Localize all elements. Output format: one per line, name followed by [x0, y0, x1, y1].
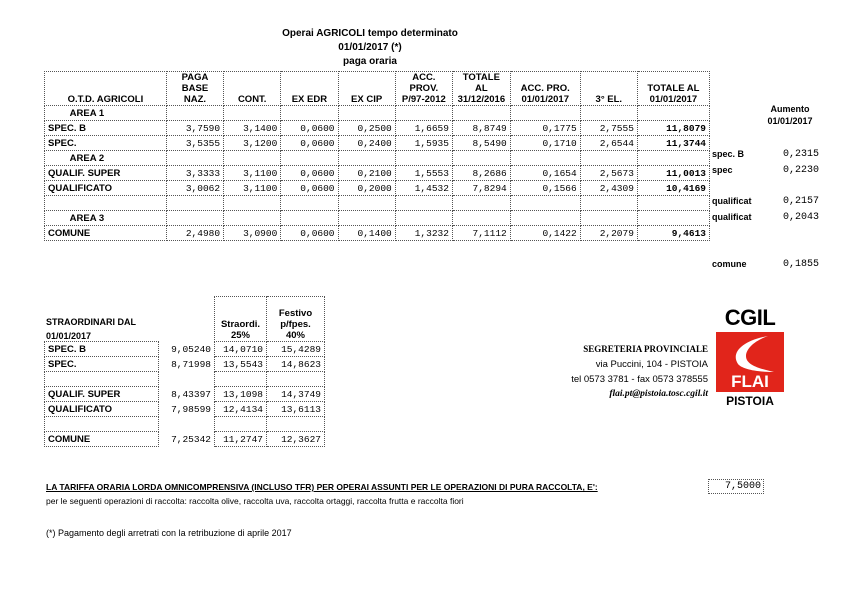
- festivo-value: 14,3749: [267, 387, 325, 402]
- cell-value: 8,8749: [452, 121, 510, 136]
- page-title: Operai AGRICOLI tempo determinato: [282, 28, 458, 39]
- cell-value: 11,0013: [637, 166, 709, 181]
- col-header-totale-2017: TOTALE AL 01/01/2017: [637, 72, 709, 106]
- col-header-ex-edr: EX EDR: [281, 72, 338, 106]
- row-label: [45, 417, 159, 432]
- side-label: spec. B: [712, 149, 745, 159]
- cell-value: 0,2000: [338, 181, 395, 196]
- cell-value: 2,4980: [166, 226, 223, 241]
- row-label: QUALIFICATO: [45, 181, 167, 196]
- col-header-paga-base: PAGA BASE NAZ.: [166, 72, 223, 106]
- cell-value: 3,1100: [224, 166, 281, 181]
- cell-value: 8,2686: [452, 166, 510, 181]
- area-label: AREA 1: [45, 106, 167, 121]
- cell-value: 0,2100: [338, 166, 395, 181]
- table-row: [45, 181, 710, 196]
- area-label: AREA 3: [45, 211, 167, 226]
- straord-value: [215, 372, 267, 387]
- area-label: AREA 2: [45, 151, 167, 166]
- cell-value: 0,0600: [281, 166, 338, 181]
- side-label: qualificat: [712, 212, 752, 222]
- festivo-value: 15,4289: [267, 342, 325, 357]
- cell-value: 7,8294: [452, 181, 510, 196]
- cell-value: 3,1200: [224, 136, 281, 151]
- col-header-straord: Straordi. 25%: [215, 297, 267, 342]
- cell-value: 0,1775: [510, 121, 580, 136]
- overtime-title: STRAORDINARI DAL 01/01/2017: [46, 317, 136, 341]
- logo-red-block: [716, 332, 784, 392]
- contact-phone: tel 0573 3781 - fax 0573 378555: [571, 374, 708, 385]
- table-row: [45, 121, 710, 136]
- page-subtitle-date: 01/01/2017 (*): [338, 42, 402, 53]
- col-header-festivo: Festivo p/fpes. 40%: [267, 297, 325, 342]
- row-label: COMUNE: [45, 226, 167, 241]
- overtime-row: [45, 357, 325, 372]
- cgil-flai-logo: [716, 307, 784, 409]
- base-value: 8,43397: [159, 387, 215, 402]
- straord-value: 13,5543: [215, 357, 267, 372]
- side-label: comune: [712, 259, 747, 269]
- aumento-value: 0,2230: [782, 165, 819, 176]
- straord-value: 11,2747: [215, 432, 267, 447]
- area-row: [45, 151, 710, 166]
- cell-value: 0,1654: [510, 166, 580, 181]
- aumento-value: 0,2315: [782, 149, 819, 160]
- cell-value: 0,0600: [281, 181, 338, 196]
- logo-flai-text: FLAI: [731, 372, 769, 391]
- col-header-totale-2016: TOTALE AL 31/12/2016: [452, 72, 510, 106]
- straord-value: 12,4134: [215, 402, 267, 417]
- side-label: spec: [712, 165, 733, 175]
- cell-value: 0,1710: [510, 136, 580, 151]
- cell-value: 1,3232: [395, 226, 452, 241]
- table-row: [45, 166, 710, 181]
- cell-value: 2,5673: [580, 166, 637, 181]
- cell-value: 3,7590: [166, 121, 223, 136]
- row-label: SPEC. B: [45, 121, 167, 136]
- col-header-ex-cip: EX CIP: [338, 72, 395, 106]
- cell-value: 1,6659: [395, 121, 452, 136]
- overtime-table: [44, 296, 325, 447]
- swoosh-icon: [716, 334, 784, 374]
- cell-value: 3,0900: [224, 226, 281, 241]
- straord-value: 14,0710: [215, 342, 267, 357]
- tariff-note: per le seguenti operazioni di raccolta: raccolta olive, raccolta uva, raccolta ortaggi, raccolta frutta e raccolta fiori: [46, 496, 464, 506]
- col-header-cont: CONT.: [224, 72, 281, 106]
- cell-value: 8,5490: [452, 136, 510, 151]
- base-value: 7,25342: [159, 432, 215, 447]
- side-label: qualificat: [712, 196, 752, 206]
- row-label: [45, 372, 159, 387]
- contact-email[interactable]: flai.pt@pistoia.tosc.cgil.it: [609, 389, 708, 399]
- base-value: 8,71998: [159, 357, 215, 372]
- col-header-acc-prov: ACC. PROV. P/97-2012: [395, 72, 452, 106]
- cell-value: 7,1112: [452, 226, 510, 241]
- base-value: [159, 417, 215, 432]
- row-label: SPEC. B: [45, 342, 159, 357]
- aumento-value: 0,2157: [782, 196, 819, 207]
- cell-value: 0,2400: [338, 136, 395, 151]
- table-row: [45, 226, 710, 241]
- cell-value: 0,1422: [510, 226, 580, 241]
- base-value: [159, 372, 215, 387]
- cell-value: 0,0600: [281, 121, 338, 136]
- row-label: COMUNE: [45, 432, 159, 447]
- aumento-value: 0,1855: [782, 259, 819, 270]
- col-header-otd: O.T.D. AGRICOLI: [45, 72, 167, 106]
- cell-value: 3,5355: [166, 136, 223, 151]
- straord-value: 13,1098: [215, 387, 267, 402]
- row-label: QUALIFICATO: [45, 402, 159, 417]
- contact-block: [540, 342, 708, 402]
- arrears-note: (*) Pagamento degli arretrati con la retribuzione di aprile 2017: [46, 528, 292, 538]
- cell-value: 3,1400: [224, 121, 281, 136]
- contact-title: SEGRETERIA PROVINCIALE: [583, 344, 708, 354]
- cell-value: 9,4613: [637, 226, 709, 241]
- col-header-acc-pro: ACC. PRO. 01/01/2017: [510, 72, 580, 106]
- festivo-value: [267, 417, 325, 432]
- cell-value: 11,8079: [637, 121, 709, 136]
- festivo-value: [267, 372, 325, 387]
- wage-table: [44, 71, 710, 241]
- festivo-value: 12,3627: [267, 432, 325, 447]
- cell-value: 0,1566: [510, 181, 580, 196]
- cell-value: 3,1100: [224, 181, 281, 196]
- base-value: 7,98599: [159, 402, 215, 417]
- area-row: [45, 211, 710, 226]
- row-label: SPEC.: [45, 136, 167, 151]
- empty-row: [45, 417, 325, 432]
- cell-value: 1,4532: [395, 181, 452, 196]
- row-label: SPEC.: [45, 357, 159, 372]
- tariff-statement: LA TARIFFA ORARIA LORDA OMNICOMPRENSIVA (INCLUSO TFR) PER OPERAI ASSUNTI PER LE OPERAZIONI DI PURA RACCOLTA, E':: [46, 482, 598, 492]
- cell-value: 2,6544: [580, 136, 637, 151]
- tariff-value: 7,5000: [708, 479, 764, 494]
- aumento-header: Aumento 01/01/2017: [767, 104, 813, 126]
- cell-value: 11,3744: [637, 136, 709, 151]
- cell-value: 2,7555: [580, 121, 637, 136]
- cell-value: 3,3333: [166, 166, 223, 181]
- cell-value: 1,5935: [395, 136, 452, 151]
- table-header-row: [45, 72, 710, 106]
- overtime-row: [45, 387, 325, 402]
- area-row: [45, 106, 710, 121]
- table-row: [45, 136, 710, 151]
- logo-pistoia-text: PISTOIA: [726, 394, 774, 408]
- overtime-row: [45, 402, 325, 417]
- festivo-value: 14,8623: [267, 357, 325, 372]
- cell-value: 2,2079: [580, 226, 637, 241]
- col-header-3-el: 3° EL.: [580, 72, 637, 106]
- contact-address: via Puccini, 104 - PISTOIA: [595, 359, 708, 370]
- cell-value: 1,5553: [395, 166, 452, 181]
- cell-value: 10,4169: [637, 181, 709, 196]
- row-label: QUALIF. SUPER: [45, 387, 159, 402]
- cell-value: 0,1400: [338, 226, 395, 241]
- row-label: QUALIF. SUPER: [45, 166, 167, 181]
- empty-row: [45, 372, 325, 387]
- festivo-value: 13,6113: [267, 402, 325, 417]
- logo-cgil-text: CGIL: [724, 305, 776, 330]
- empty-row: [45, 196, 710, 211]
- aumento-value: 0,2043: [782, 212, 819, 223]
- cell-value: 0,2500: [338, 121, 395, 136]
- cell-value: 3,0062: [166, 181, 223, 196]
- page-subtitle-unit: paga oraria: [343, 56, 397, 67]
- cell-value: 0,0600: [281, 226, 338, 241]
- base-value: 9,05240: [159, 342, 215, 357]
- cell-value: 0,0600: [281, 136, 338, 151]
- straord-value: [215, 417, 267, 432]
- overtime-row: [45, 342, 325, 357]
- overtime-row: [45, 432, 325, 447]
- cell-value: 2,4309: [580, 181, 637, 196]
